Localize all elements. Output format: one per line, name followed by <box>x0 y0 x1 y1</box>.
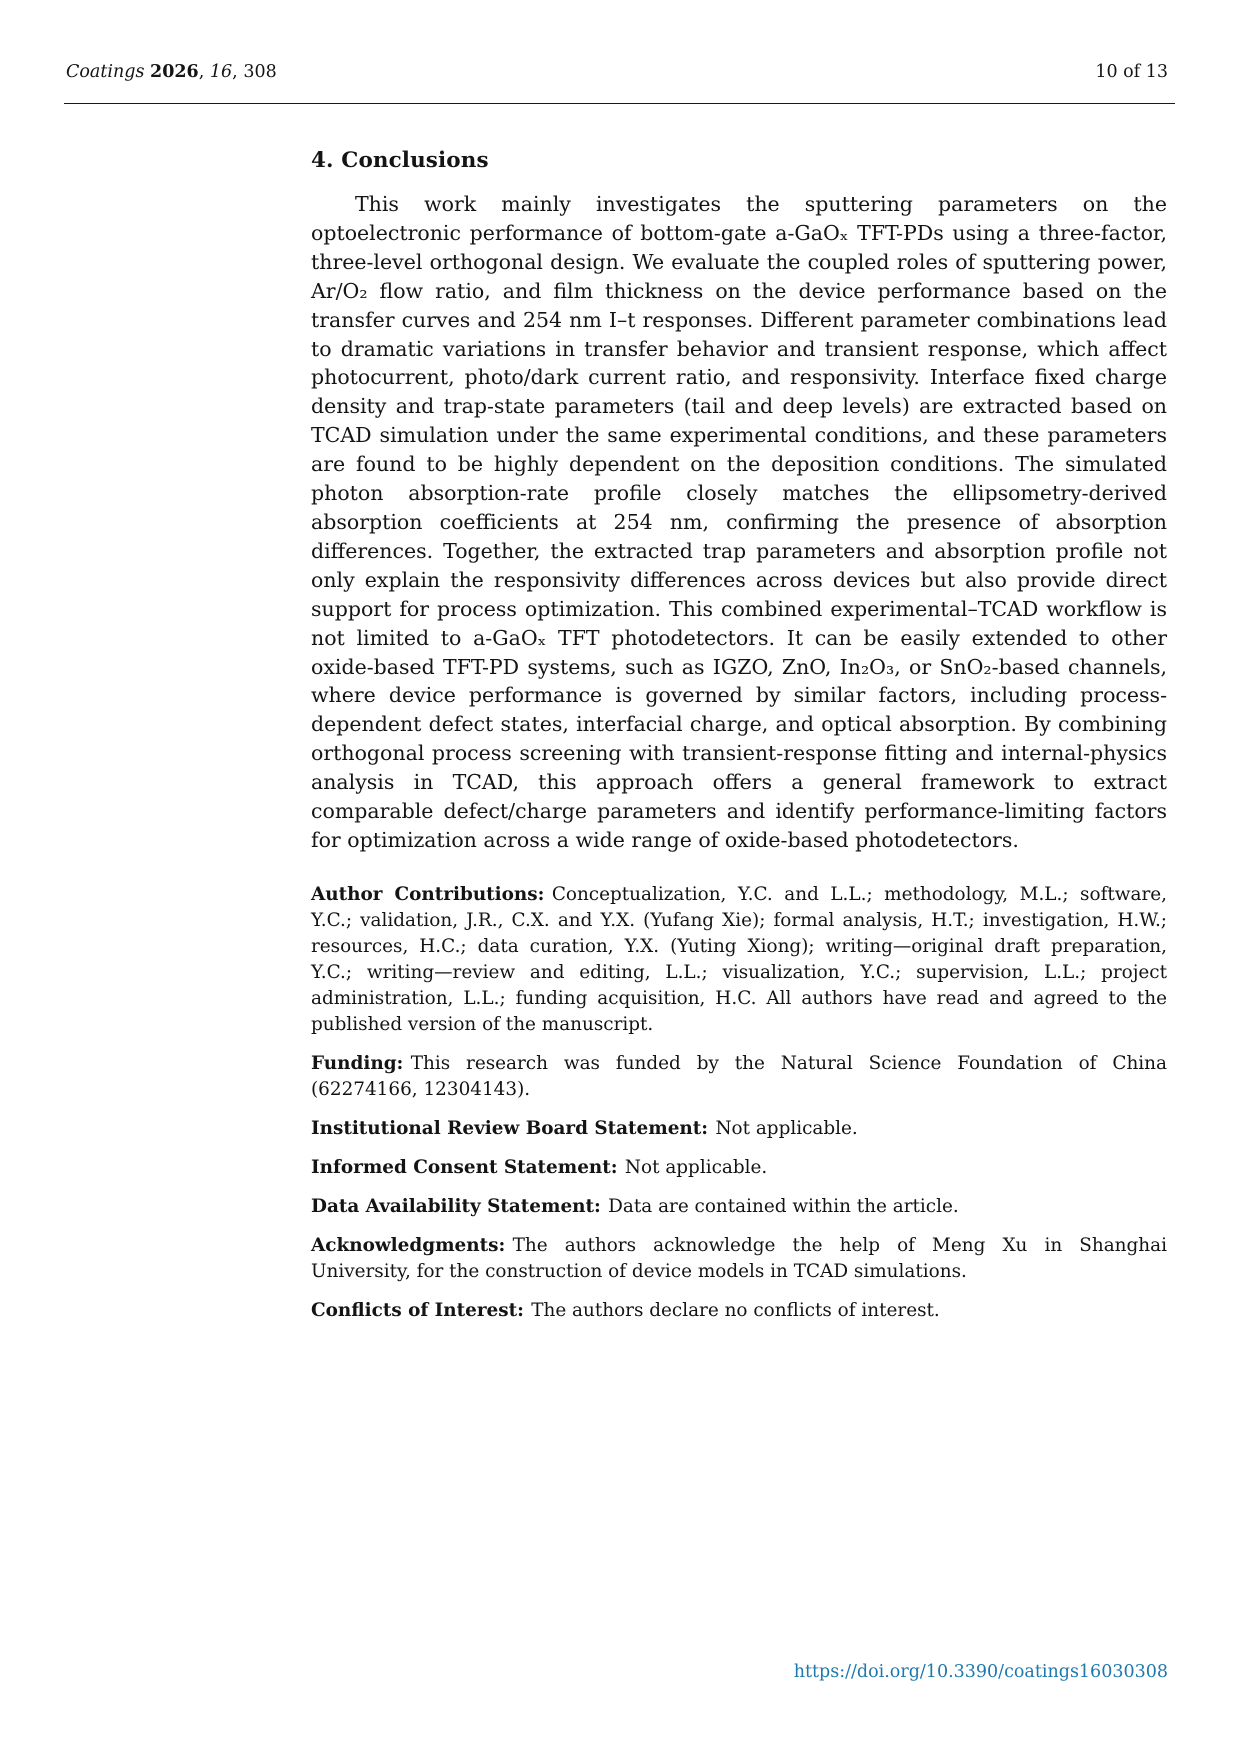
running-header <box>66 62 1168 82</box>
institutional-review-board-label: Institutional Review Board Statement: <box>311 1117 709 1139</box>
journal-name: Coatings <box>66 62 145 82</box>
article-number: 308 <box>243 62 277 82</box>
funding-statement <box>311 1051 1167 1103</box>
acknowledgments-label: Acknowledgments: <box>311 1234 506 1256</box>
funding-label: Funding: <box>311 1052 404 1074</box>
informed-consent-statement <box>311 1155 1167 1181</box>
main-column <box>311 148 1167 1337</box>
section-heading: 4. Conclusions <box>311 148 489 173</box>
journal-year: 2026 <box>150 62 199 82</box>
backmatter <box>311 882 1167 1324</box>
journal-volume: 16 <box>209 62 233 82</box>
header-divider <box>64 103 1175 104</box>
author-contributions-statement <box>311 882 1167 1038</box>
informed-consent-label: Informed Consent Statement: <box>311 1156 618 1178</box>
data-availability-statement <box>311 1194 1167 1220</box>
data-availability-text: Data are contained within the article. <box>608 1195 959 1217</box>
acknowledgments-text: The authors acknowledge the help of Meng Xu in Shanghai University, for the construction of device models in TCAD simulations. <box>311 1234 1167 1282</box>
data-availability-label: Data Availability Statement: <box>311 1195 601 1217</box>
journal-citation: Coatings 2026, 16, 308 <box>66 62 277 82</box>
conflicts-of-interest-statement <box>311 1298 1167 1324</box>
page-indicator: 10 of 13 <box>1095 62 1168 82</box>
conflicts-of-interest-label: Conflicts of Interest: <box>311 1299 524 1321</box>
conclusions-paragraph: This work mainly investigates the sputtering parameters on the optoelectronic performance of bottom-gate a-GaOₓ TFT-PDs using a three-factor, three-level orthogonal design. We evaluate the coupled roles of sputtering power, Ar/O₂ flow ratio, and film thickness on the device performance based on the transfer curves and 254 nm I–t responses. Different parameter combinations lead to dramatic variations in transfer behavior and transient response, which affect photocurrent, photo/dark current ratio, and responsivity. Interface fixed charge density and trap-state parameters (tail and deep levels) are extracted based on TCAD simulation under the same experimental conditions, and these parameters are found to be highly dependent on the deposition conditions. The simulated photon absorption-rate profile closely matches the ellipsometry-derived absorption coefficients at 254 nm, confirming the presence of absorption differences. Together, the extracted trap parameters and absorption profile not only explain the responsivity differences across devices but also provide direct support for process optimization. This combined experimental–TCAD workflow is not limited to a-GaOₓ TFT photodetectors. It can be easily extended to other oxide-based TFT-PD systems, such as IGZO, ZnO, In₂O₃, or SnO₂-based channels, where device performance is governed by similar factors, including process-dependent defect states, interfacial charge, and optical absorption. By combining orthogonal process screening with transient-response fitting and internal-physics analysis in TCAD, this approach offers a general framework to extract comparable defect/charge parameters and identify performance-limiting factors for optimization across a wide range of oxide-based photodetectors. <box>311 192 1167 852</box>
institutional-review-board-statement <box>311 1116 1167 1142</box>
informed-consent-text: Not applicable. <box>624 1156 768 1178</box>
institutional-review-board-text: Not applicable. <box>715 1117 858 1139</box>
author-contributions-label: Author Contributions: <box>311 883 545 905</box>
funding-text: This research was funded by the Natural Science Foundation of China (62274166, 12304143). <box>311 1052 1167 1100</box>
conflicts-of-interest-text: The authors declare no conflicts of interest. <box>531 1299 940 1321</box>
footer <box>794 1662 1168 1682</box>
author-contributions-text: Conceptualization, Y.C. and L.L.; methodology, M.L.; software, Y.C.; validation, J.R., C.X. and Y.X. (Yufang Xie); formal analysis, H.T.; investigation, H.W.; resources, H.C.; data curation, Y.X. (Yuting Xiong); writing—original draft preparation, Y.C.; writing—review and editing, L.L.; visualization, Y.C.; supervision, L.L.; project administration, L.L.; funding acquisition, H.C. All authors have read and agreed to the published version of the manuscript. <box>311 883 1167 1035</box>
acknowledgments-statement <box>311 1233 1167 1285</box>
doi-link[interactable]: https://doi.org/10.3390/coatings16030308 <box>793 1662 1168 1682</box>
